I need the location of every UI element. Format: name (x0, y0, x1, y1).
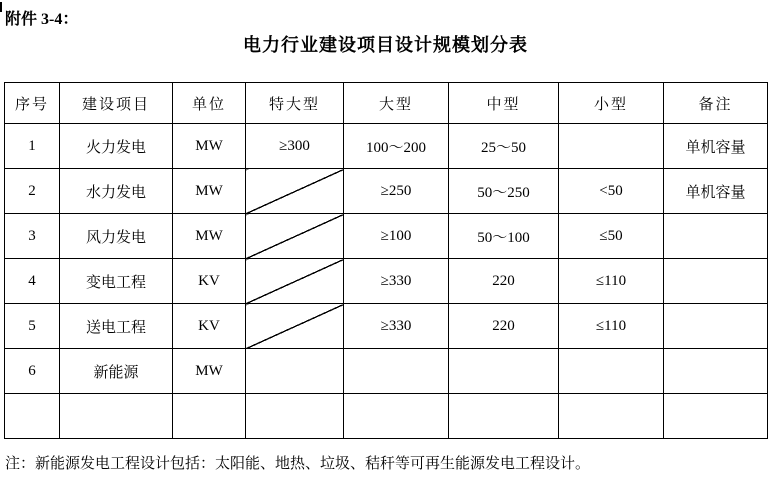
cell-small (559, 124, 664, 169)
cell-small: ≤50 (559, 214, 664, 259)
table-header-row (5, 83, 768, 124)
cell-remark (664, 259, 768, 304)
cell-large (344, 349, 449, 394)
page-title: 电力行业建设项目设计规模划分表 (243, 35, 528, 55)
cell-small: <50 (559, 169, 664, 214)
cell-large: ≥250 (344, 169, 449, 214)
cell-extra-large: ≥300 (246, 124, 344, 169)
cell-no: 4 (5, 259, 60, 304)
cell-small: ≤110 (559, 304, 664, 349)
cell-large (344, 394, 449, 439)
cell-unit: MW (173, 169, 246, 214)
cell-project: 水力发电 (60, 169, 173, 214)
column-header-medium: 中型 (449, 83, 559, 124)
table-row (5, 214, 768, 259)
cell-no: 3 (5, 214, 60, 259)
cell-unit: KV (173, 304, 246, 349)
cell-small: ≤110 (559, 259, 664, 304)
cell-project: 火力发电 (60, 124, 173, 169)
scan-artifact (0, 2, 2, 12)
cell-large: ≥330 (344, 259, 449, 304)
cell-unit: MW (173, 124, 246, 169)
cell-extra-large (246, 169, 344, 214)
column-header-extra-large: 特大型 (246, 83, 344, 124)
cell-small (559, 349, 664, 394)
cell-extra-large (246, 259, 344, 304)
column-header-project: 建设项目 (60, 83, 173, 124)
table-row (5, 394, 768, 439)
cell-project: 新能源 (60, 349, 173, 394)
cell-medium: 220 (449, 304, 559, 349)
attachment-label: 附件 3-4： (5, 11, 79, 28)
cell-extra-large (246, 349, 344, 394)
cell-no (5, 394, 60, 439)
table-row (5, 169, 768, 214)
cell-no: 5 (5, 304, 60, 349)
cell-remark (664, 304, 768, 349)
cell-extra-large (246, 304, 344, 349)
cell-medium: 25～50 (449, 124, 559, 169)
cell-project: 送电工程 (60, 304, 173, 349)
table-row (5, 349, 768, 394)
column-header-remark: 备注 (664, 83, 768, 124)
cell-medium: 220 (449, 259, 559, 304)
cell-large: 100～200 (344, 124, 449, 169)
cell-remark (664, 394, 768, 439)
scale-table (4, 82, 768, 439)
cell-medium (449, 349, 559, 394)
column-header-large: 大型 (344, 83, 449, 124)
cell-unit: MW (173, 214, 246, 259)
footnote: 注：新能源发电工程设计包括：太阳能、地热、垃圾、秸秆等可再生能源发电工程设计。 (5, 456, 591, 472)
cell-no: 6 (5, 349, 60, 394)
cell-remark (664, 214, 768, 259)
cell-unit: KV (173, 259, 246, 304)
cell-remark (664, 349, 768, 394)
cell-no: 1 (5, 124, 60, 169)
column-header-no: 序号 (5, 83, 60, 124)
table-row (5, 124, 768, 169)
table-row (5, 259, 768, 304)
cell-unit (173, 394, 246, 439)
cell-project: 风力发电 (60, 214, 173, 259)
column-header-small: 小型 (559, 83, 664, 124)
cell-unit: MW (173, 349, 246, 394)
cell-project (60, 394, 173, 439)
cell-medium: 50～100 (449, 214, 559, 259)
cell-no: 2 (5, 169, 60, 214)
cell-large: ≥100 (344, 214, 449, 259)
cell-remark: 单机容量 (664, 124, 768, 169)
cell-large: ≥330 (344, 304, 449, 349)
column-header-unit: 单位 (173, 83, 246, 124)
cell-small (559, 394, 664, 439)
cell-extra-large (246, 394, 344, 439)
cell-extra-large (246, 214, 344, 259)
table-row (5, 304, 768, 349)
cell-medium (449, 394, 559, 439)
cell-remark: 单机容量 (664, 169, 768, 214)
cell-project: 变电工程 (60, 259, 173, 304)
cell-medium: 50～250 (449, 169, 559, 214)
